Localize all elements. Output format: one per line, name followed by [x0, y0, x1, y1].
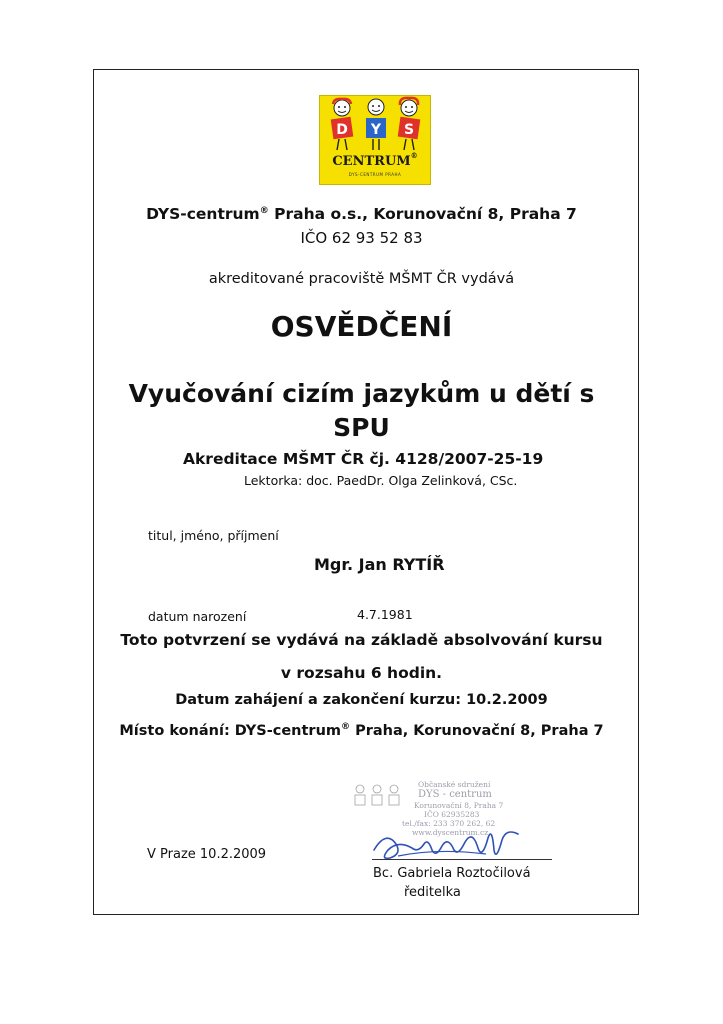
ico-number: IČO 62 93 52 83 — [300, 229, 423, 247]
signer-name: Bc. Gabriela Roztočilová — [373, 866, 531, 881]
dys-centrum-logo — [319, 95, 431, 185]
completion-statement-line2: v rozsahu 6 hodin. — [280, 664, 443, 682]
certificate-title: OSVĚDČENÍ — [270, 310, 453, 343]
accreditation-number: Akreditace MŠMT ČR čj. 4128/2007-25-19 — [183, 450, 544, 468]
logo-brand — [320, 151, 430, 169]
logo-registered-mark: ® — [410, 151, 418, 160]
place-and-date: V Praze 10.2.2009 — [147, 847, 267, 862]
stamp-line-6: www.dyscentrum.cz — [412, 828, 489, 837]
logo-letter-d: D — [336, 122, 348, 138]
birth-date-label: datum narození — [148, 609, 247, 624]
stamp-line-3: Korunovační 8, Praha 7 — [414, 801, 504, 810]
org-address: Praha o.s., Korunovační 8, Praha 7 — [268, 205, 577, 223]
venue-prefix: Místo konání: DYS-centrum — [119, 722, 342, 739]
venue-registered-mark: ® — [341, 722, 351, 732]
venue-suffix: Praha, Korunovační 8, Praha 7 — [350, 722, 604, 739]
stamp-line-1: Občanské sdružení — [418, 780, 491, 789]
stamp-line-4: IČO 62935283 — [424, 810, 480, 819]
issuer-line: akreditované pracoviště MŠMT ČR vydává — [208, 271, 515, 287]
stamp-line-2: DYS - centrum — [418, 789, 492, 800]
org-name: DYS-centrum — [146, 205, 260, 223]
logo-brand-text: CENTRUM — [332, 154, 411, 169]
course-name-line2: SPU — [333, 413, 390, 442]
signer-role: ředitelka — [404, 885, 461, 900]
holder-name: Mgr. Jan RYTÍŘ — [314, 555, 445, 574]
course-dates: Datum zahájení a zakončení kurzu: 10.2.2009 — [175, 692, 548, 708]
name-label: titul, jméno, příjmení — [148, 528, 279, 543]
stamp-line-5: tel./fax: 233 370 262, 62 — [402, 819, 496, 828]
lecturer-line: Lektorka: doc. PaedDr. Olga Zelinková, CSc. — [244, 473, 518, 488]
handwritten-signature — [368, 820, 528, 868]
signature-line — [372, 859, 552, 860]
stamp-logo-icon — [352, 783, 402, 813]
course-name-line1: Vyučování cizím jazykům u dětí s — [128, 379, 595, 408]
course-venue — [0, 722, 723, 739]
logo-letter-s: S — [403, 122, 415, 138]
org-registered-mark: ® — [259, 205, 269, 216]
logo-letter-y: Y — [370, 122, 382, 138]
organization-line — [0, 205, 723, 223]
logo-tagline: DYS-CENTRUM PRAHA — [348, 172, 402, 177]
birth-date-value: 4.7.1981 — [357, 607, 413, 622]
completion-statement-line1: Toto potvrzení se vydává na základě absolvování kursu — [120, 631, 603, 649]
